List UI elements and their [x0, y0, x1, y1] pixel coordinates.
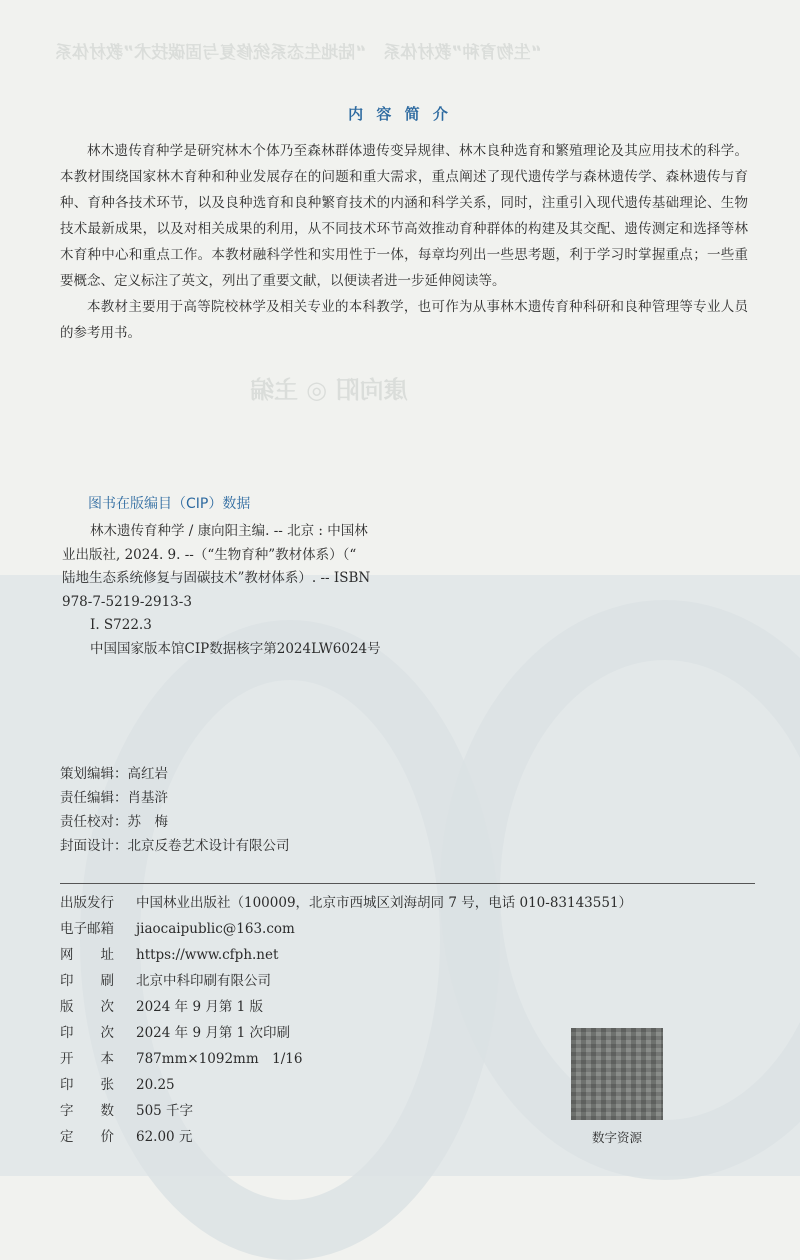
divider: [60, 883, 755, 884]
pub-row: 定 价 62.00 元: [60, 1129, 193, 1145]
pub-row: 版 次 2024 年 9 月第 1 版: [60, 999, 263, 1015]
cip-line: 中国国家版本馆CIP数据核字第2024LW6024号: [90, 640, 381, 657]
intro-title: 内 容 简 介: [348, 105, 452, 123]
intro-text: [60, 138, 748, 346]
cip-line: 978-7-5219-2913-3: [62, 593, 192, 610]
pub-row: 印 刷 北京中科印刷有限公司: [60, 973, 271, 989]
credit-responsible-editor: 责任编辑：肖基浒: [60, 790, 168, 806]
pub-row: 出版发行 中国林业出版社（100009，北京市西城区刘海胡同 7 号，电话 010-83143551）: [60, 895, 633, 911]
show-through-editor: 康向阳 ◎ 主编: [250, 376, 408, 404]
show-through-series: “生物育种”教材体系 “陆地生态系统修复与固碳技术”教材体系: [55, 43, 542, 63]
pub-row: 开 本 787mm×1092mm 1/16: [60, 1051, 303, 1067]
qr-label: 数字资源: [591, 1130, 642, 1145]
credit-proofreader: 责任校对：苏 梅: [60, 814, 168, 830]
cip-line: 林木遗传育种学 / 康向阳主编. -- 北京 : 中国林: [90, 523, 368, 539]
pub-row: 印 张 20.25: [60, 1077, 175, 1093]
pub-row: 电子邮箱 jiaocaipublic@163.com: [60, 921, 295, 937]
cip-line: Ⅰ. S722.3: [90, 617, 152, 633]
credit-planning-editor: 策划编辑：高红岩: [60, 766, 168, 782]
publication-info: [60, 890, 632, 1150]
cip-line: 业出版社, 2024. 9. --（“生物育种”教材体系）（“: [62, 546, 357, 563]
intro-paragraph-1: 林木遗传育种学是研究林木个体乃至森林群体遗传变异规律、林木良种选育和繁殖理论及其应用技术的科学。本教材围绕国家林木育种和种业发展存在的问题和重大需求，重点阐述了现代遗传学与森林遗传学、森林遗传与育种、育种各技术环节，以及良种选育和良种繁育技术的内涵和科学关系，同时，注重引入现代遗传基础理论、生物技术最新成果，以及对相关成果的利用，从不同技术环节高效推动育种群体的构建及其交配、遗传测定和选择等林木育种中心和重点工作。本教材融科学性和实用性于一体，每章均列出一些思考题，利于学习时掌握重点；一些重要概念、定义标注了英文，列出了重要文献，以便读者进一步延伸阅读等。: [60, 143, 748, 289]
credits: [60, 762, 290, 858]
credit-cover-design: 封面设计：北京反卷艺术设计有限公司: [60, 838, 290, 854]
cip-line: 陆地生态系统修复与固碳技术”教材体系）. -- ISBN: [62, 570, 371, 586]
pub-row: 网 址 https://www.cfph.net: [60, 947, 279, 963]
qr-code-icon[interactable]: [571, 1028, 663, 1120]
pub-row: 印 次 2024 年 9 月第 1 次印刷: [60, 1025, 290, 1041]
cip-block: [62, 520, 492, 661]
intro-paragraph-2: 本教材主要用于高等院校林学及相关专业的本科教学，也可作为从事林木遗传育种科研和良种管理等专业人员的参考用书。: [60, 299, 748, 341]
pub-row: 字 数 505 千字: [60, 1103, 194, 1119]
cip-title: 图书在版编目（CIP）数据: [88, 496, 251, 512]
